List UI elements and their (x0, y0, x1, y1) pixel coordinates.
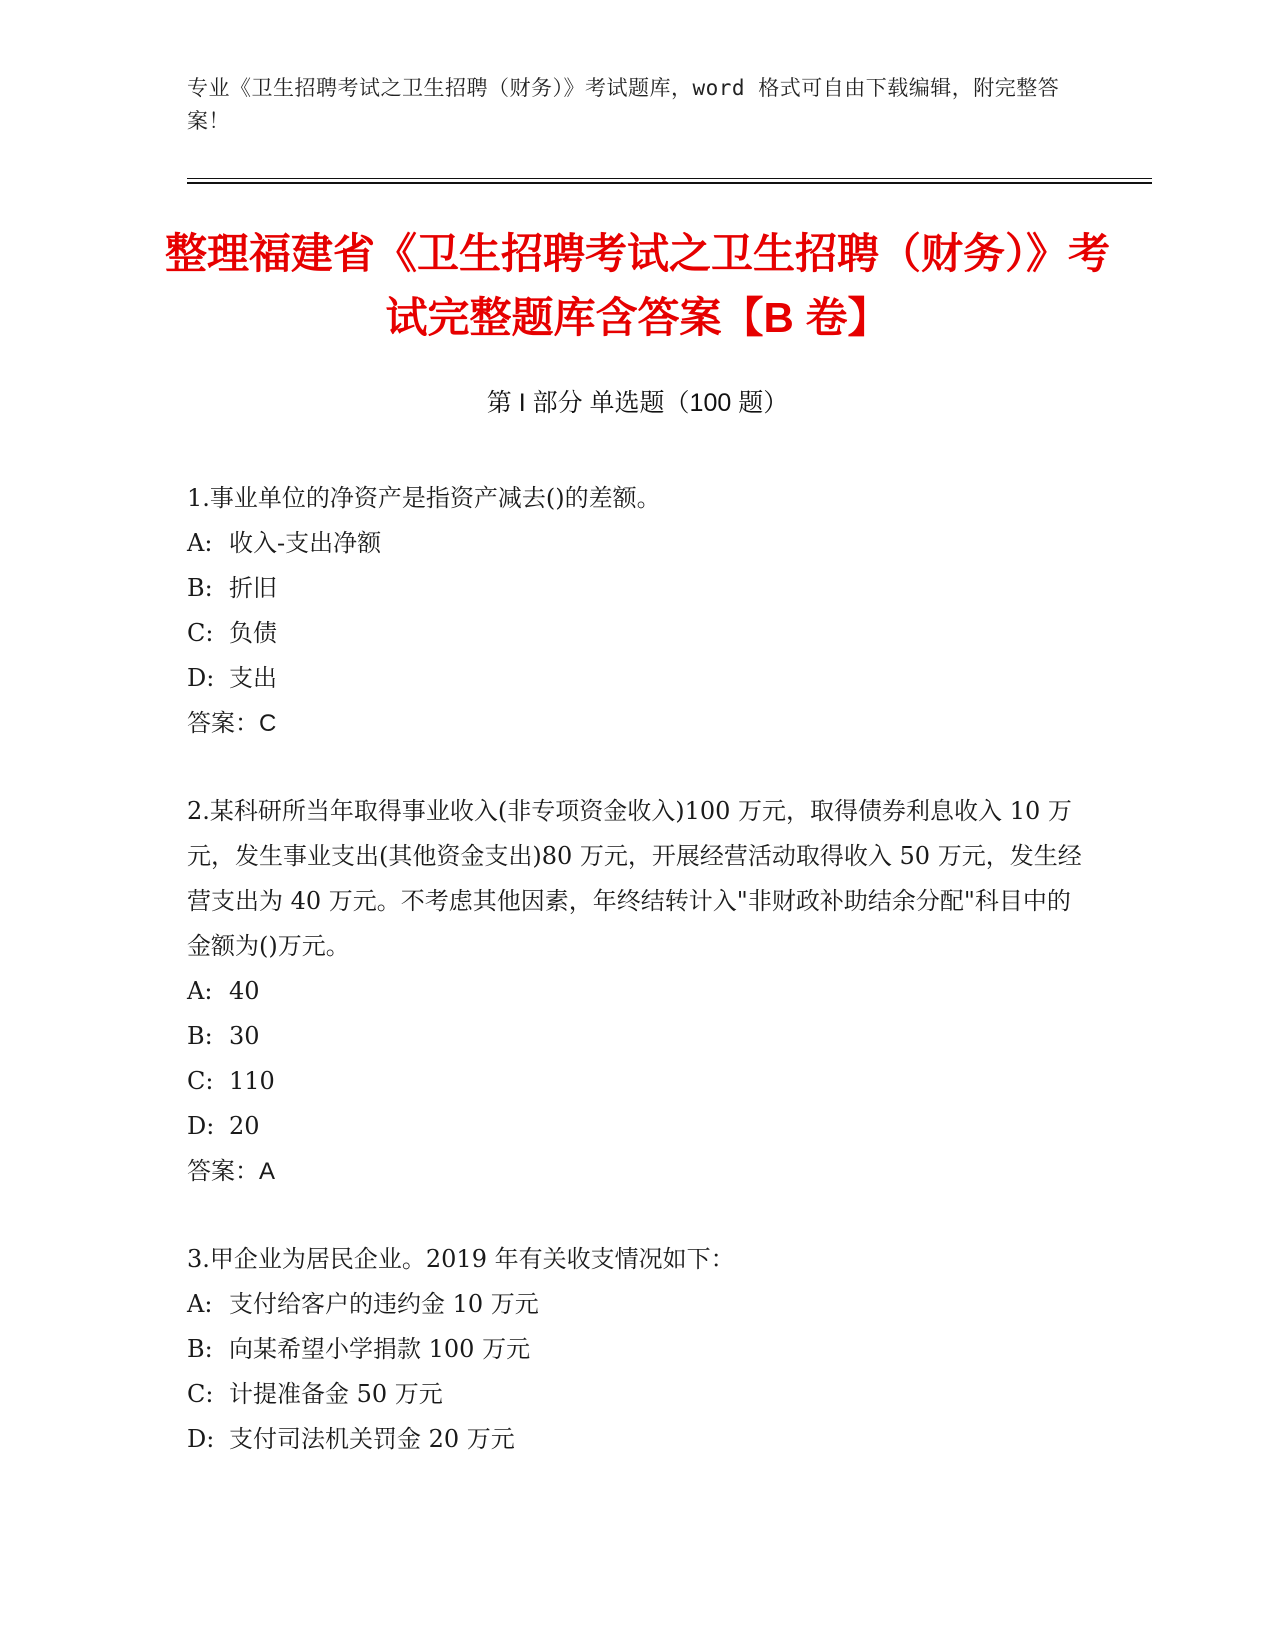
option-letter: C: (187, 619, 214, 647)
option-text: 负债 (229, 619, 277, 647)
option-d (187, 656, 1087, 701)
question-list (187, 476, 1087, 1505)
option-text: 计提准备金 50 万元 (229, 1380, 443, 1408)
option-b (187, 566, 1087, 611)
option-text: 支付司法机关罚金 20 万元 (229, 1425, 515, 1453)
header-divider-thick (187, 182, 1152, 184)
option-text: 折旧 (229, 574, 277, 602)
option-a (187, 521, 1087, 566)
option-letter: B: (187, 1335, 213, 1363)
option-letter: D: (187, 664, 215, 692)
option-text: 收入-支出净额 (229, 529, 382, 557)
option-d (187, 1104, 1087, 1149)
answer-line: 答案：C (187, 710, 277, 737)
option-letter: A: (187, 977, 213, 1005)
option-letter: D: (187, 1425, 215, 1453)
option-text: 30 (229, 1022, 260, 1050)
section-heading: 第 I 部分 单选题（100 题） (486, 389, 789, 417)
option-text: 110 (229, 1067, 275, 1095)
question-stem: 1.事业单位的净资产是指资产减去()的差额。 (187, 484, 661, 512)
option-text: 支出 (229, 664, 277, 692)
option-text: 向某希望小学捐款 100 万元 (229, 1335, 531, 1363)
question-3 (187, 1237, 1087, 1462)
option-letter: D: (187, 1112, 215, 1140)
option-text: 支付给客户的违约金 10 万元 (229, 1290, 539, 1318)
question-1 (187, 476, 1087, 746)
option-d (187, 1417, 1087, 1462)
document-title: 整理福建省《卫生招聘考试之卫生招聘（财务）》考试完整题库含答案【B 卷】 (164, 230, 1110, 341)
option-letter: A: (187, 1290, 213, 1318)
option-b (187, 1014, 1087, 1059)
question-2 (187, 789, 1087, 1194)
option-letter: B: (187, 1022, 213, 1050)
option-a (187, 969, 1087, 1014)
question-stem: 3.甲企业为居民企业。2019 年有关收支情况如下： (187, 1245, 735, 1273)
option-b (187, 1327, 1087, 1372)
option-c (187, 611, 1087, 656)
question-stem: 2.某科研所当年取得事业收入(非专项资金收入)100 万元，取得债券利息收入 10 万元，发生事业支出(其他资金支出)80 万元，开展经营活动取得收入 50 万元，发生经营支出为 40 万元。不考虑其他因素，年终结转计入"非财政补助结余分配"科目中的金额为()万元。 (187, 797, 1082, 960)
option-text: 20 (229, 1112, 260, 1140)
option-text: 40 (229, 977, 260, 1005)
option-letter: A: (187, 529, 213, 557)
option-c (187, 1059, 1087, 1104)
option-letter: B: (187, 574, 213, 602)
option-letter: C: (187, 1380, 214, 1408)
option-letter: C: (187, 1067, 214, 1095)
option-a (187, 1282, 1087, 1327)
header-note: 专业《卫生招聘考试之卫生招聘（财务）》考试题库，word 格式可自由下载编辑，附完整答案！ (187, 76, 1060, 133)
option-c (187, 1372, 1087, 1417)
answer-line: 答案：A (187, 1158, 276, 1185)
header-divider-thin (187, 178, 1152, 179)
